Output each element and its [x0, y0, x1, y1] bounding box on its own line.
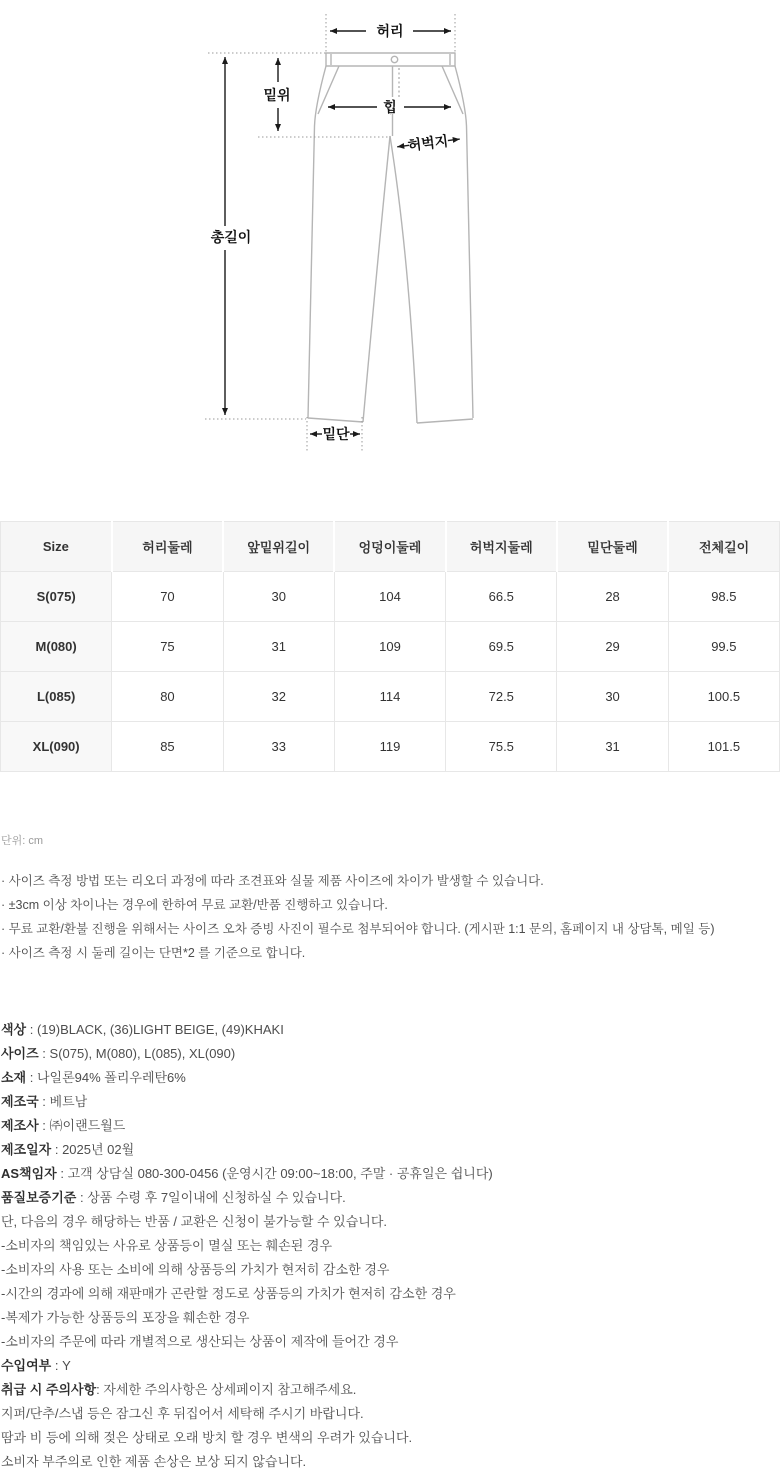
info-text: : 베트남 — [38, 1094, 88, 1109]
info-label: 색상 — [1, 1022, 27, 1037]
cell-value: 33 — [223, 722, 334, 772]
header-total-length: 전체길이 — [668, 522, 779, 572]
cell-value: 75.5 — [446, 722, 557, 772]
waist-label: 허리 — [376, 23, 404, 39]
info-line-care-1 — [1, 1402, 780, 1426]
info-text: : 상품 수령 후 7일이내에 신청하실 수 있습니다. — [76, 1190, 346, 1205]
info-label: 수입여부 — [1, 1358, 52, 1373]
hem-label: 밑단 — [322, 426, 350, 442]
info-line-care — [1, 1378, 780, 1402]
cell-value: 80 — [112, 672, 223, 722]
info-text: 지퍼/단추/스냅 등은 잠그신 후 뒤집어서 세탁해 주시기 바랍니다. — [1, 1406, 364, 1421]
cell-value: 66.5 — [446, 572, 557, 622]
cell-value: 32 — [223, 672, 334, 722]
cell-value: 99.5 — [668, 622, 779, 672]
cell-size: XL(090) — [1, 722, 112, 772]
table-row-s — [1, 572, 780, 622]
cell-size: M(080) — [1, 622, 112, 672]
left-inner-seam — [363, 136, 390, 422]
cell-value: 114 — [334, 672, 445, 722]
size-note-line: · 사이즈 측정 시 둘레 길이는 단면*2 를 기준으로 합니다. — [1, 946, 306, 960]
cell-value: 98.5 — [668, 572, 779, 622]
info-text: -소비자의 사용 또는 소비에 의해 상품등의 가치가 현저히 감소한 경우 — [1, 1262, 390, 1277]
info-label: 제조사 — [1, 1118, 39, 1133]
info-line-exception-3 — [1, 1282, 780, 1306]
info-text: -소비자의 주문에 따라 개별적으로 생산되는 상품이 제작에 들어간 경우 — [1, 1334, 399, 1349]
total-length-label: 총길이 — [210, 229, 252, 245]
left-outer-seam — [308, 66, 326, 418]
info-text: -시간의 경과에 의해 재판매가 곤란할 정도로 상품등의 가치가 현저히 감소한 경우 — [1, 1286, 456, 1301]
info-line-exception-4 — [1, 1306, 780, 1330]
pants-measurement-diagram — [0, 0, 780, 470]
info-line-mfg-date — [1, 1138, 780, 1162]
cell-value: 75 — [112, 622, 223, 672]
size-note-line: · 무료 교환/환불 진행을 위해서는 사이즈 오차 증빙 사진이 필수로 첨부되어야 합니다. (게시판 1:1 문의, 홈페이지 내 상담톡, 메일 등) — [1, 922, 715, 936]
rise-label: 밑위 — [263, 87, 291, 103]
info-line-warranty-note — [1, 1210, 780, 1234]
info-line-warranty — [1, 1186, 780, 1210]
info-line-as-contact — [1, 1162, 780, 1186]
header-hem: 밑단둘레 — [557, 522, 668, 572]
info-line-color — [1, 1018, 780, 1042]
hip-label: 힙 — [383, 99, 397, 115]
info-label: 제조국 — [1, 1094, 39, 1109]
info-text: : 2025년 02월 — [51, 1142, 135, 1157]
info-line-care-3 — [1, 1450, 780, 1474]
info-line-exception-1 — [1, 1234, 780, 1258]
info-label: 취급 시 주의사항 — [1, 1382, 97, 1397]
info-text: 단, 다음의 경우 해당하는 반품 / 교환은 신청이 불가능할 수 있습니다. — [1, 1214, 388, 1229]
info-line-care-2 — [1, 1426, 780, 1450]
info-text: : ㈜이랜드월드 — [38, 1118, 126, 1133]
waistband — [326, 53, 455, 66]
unit-note: 단위: cm — [1, 835, 44, 847]
table-row-l — [1, 672, 780, 722]
cell-size: S(075) — [1, 572, 112, 622]
size-spec-table — [0, 521, 780, 772]
info-text: : 고객 상담실 080-300-0456 (운영시간 09:00~18:00, 주말 · 공휴일은 쉽니다) — [56, 1166, 493, 1181]
cell-value: 104 — [334, 572, 445, 622]
info-text: -복제가 가능한 상품등의 포장을 훼손한 경우 — [1, 1310, 250, 1325]
size-notes — [1, 869, 780, 965]
info-text: : S(075), M(080), L(085), XL(090) — [38, 1046, 236, 1061]
info-text: : 자세한 주의사항은 상세페이지 참고해주세요. — [96, 1382, 357, 1397]
right-hem — [417, 419, 473, 423]
header-front-rise: 앞밑위길이 — [223, 522, 334, 572]
cell-value: 31 — [557, 722, 668, 772]
info-text: : 나일론94% 폴리우레탄6% — [26, 1070, 186, 1085]
cell-value: 28 — [557, 572, 668, 622]
info-text: 소비자 부주의로 인한 제품 손상은 보상 되지 않습니다. — [1, 1454, 307, 1469]
cell-value: 31 — [223, 622, 334, 672]
thigh-label: 허벅지 — [406, 132, 450, 154]
size-table-header-row — [1, 522, 780, 572]
info-label: 소재 — [1, 1070, 27, 1085]
info-line-manufacturer — [1, 1114, 780, 1138]
cell-value: 29 — [557, 622, 668, 672]
cell-value: 69.5 — [446, 622, 557, 672]
info-label: 품질보증기준 — [1, 1190, 77, 1205]
button-icon — [391, 56, 397, 62]
info-text: : (19)BLACK, (36)LIGHT BEIGE, (49)KHAKI — [26, 1022, 284, 1037]
cell-size: L(085) — [1, 672, 112, 722]
info-line-exception-5 — [1, 1330, 780, 1354]
info-line-imported — [1, 1354, 780, 1378]
header-waist: 허리둘레 — [112, 522, 223, 572]
info-text: : Y — [51, 1358, 71, 1373]
header-size: Size — [1, 522, 112, 572]
info-line-material — [1, 1066, 780, 1090]
right-inner-seam — [390, 136, 417, 423]
info-label: 제조일자 — [1, 1142, 52, 1157]
info-line-country — [1, 1090, 780, 1114]
table-row-xl — [1, 722, 780, 772]
info-text: 땀과 비 등에 의해 젖은 상태로 오래 방치 할 경우 변색의 우려가 있습니다. — [1, 1430, 413, 1445]
info-line-exception-2 — [1, 1258, 780, 1282]
cell-value: 70 — [112, 572, 223, 622]
table-row-m — [1, 622, 780, 672]
info-text: -소비자의 책임있는 사유로 상품등이 멸실 또는 훼손된 경우 — [1, 1238, 333, 1253]
cell-value: 85 — [112, 722, 223, 772]
cell-value: 30 — [557, 672, 668, 722]
cell-value: 100.5 — [668, 672, 779, 722]
left-hem — [308, 418, 363, 422]
cell-value: 109 — [334, 622, 445, 672]
cell-value: 30 — [223, 572, 334, 622]
header-hip: 엉덩이둘레 — [334, 522, 445, 572]
cell-value: 101.5 — [668, 722, 779, 772]
info-line-size — [1, 1042, 780, 1066]
header-thigh: 허벅지둘레 — [446, 522, 557, 572]
cell-value: 72.5 — [446, 672, 557, 722]
product-info — [1, 1018, 780, 1474]
size-note-line: · ±3cm 이상 차이나는 경우에 한하여 무료 교환/반품 진행하고 있습니다. — [1, 898, 388, 912]
dimension-arrows — [225, 31, 460, 434]
right-outer-seam — [455, 66, 473, 418]
cell-value: 119 — [334, 722, 445, 772]
info-label: 사이즈 — [1, 1046, 39, 1061]
size-note-line: · 사이즈 측정 방법 또는 리오더 과정에 따라 조견표와 실물 제품 사이즈에 차이가 발생할 수 있습니다. — [1, 874, 544, 888]
info-label: AS책임자 — [1, 1166, 57, 1181]
